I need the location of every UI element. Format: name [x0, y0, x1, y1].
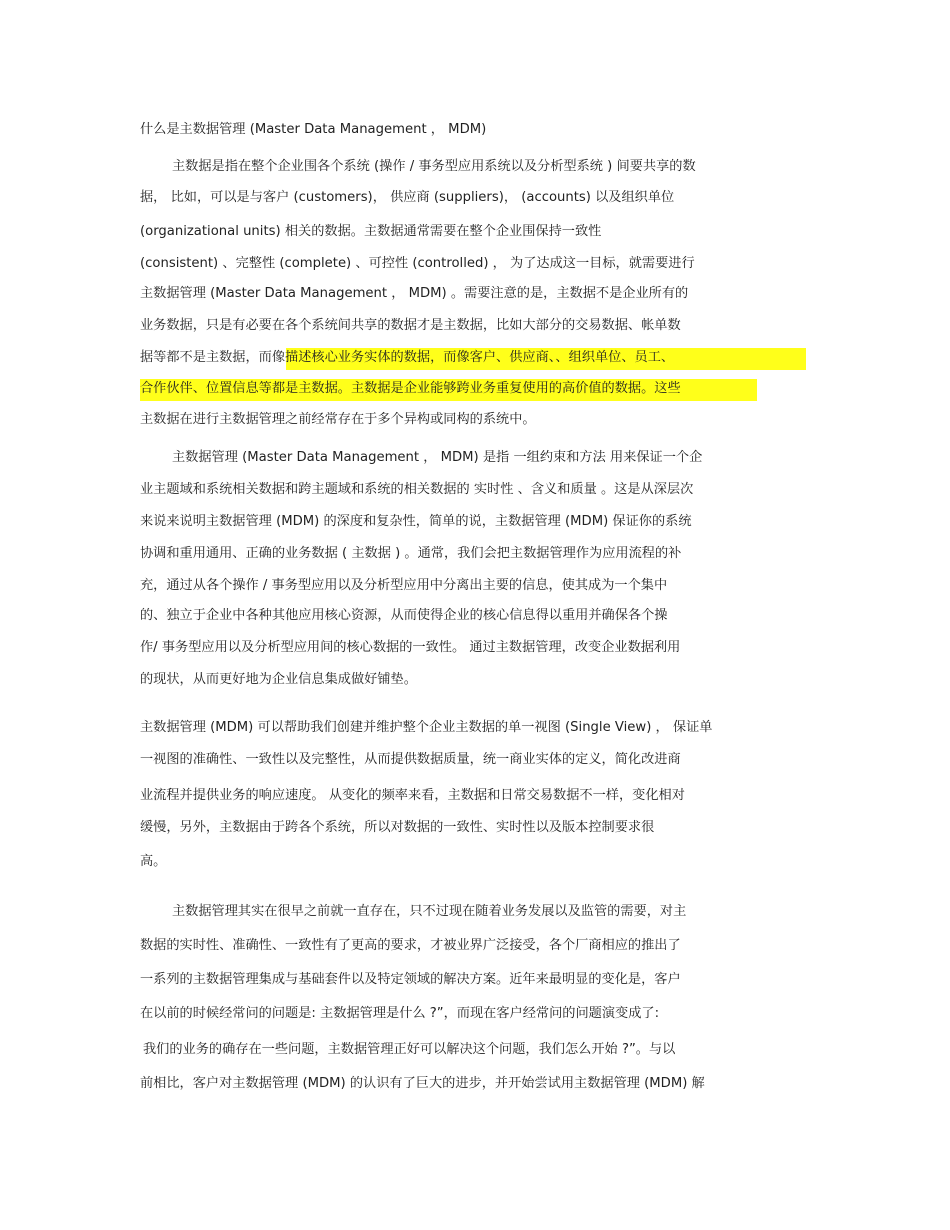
paragraph-line: 主数据管理其实在很早之前就一直存在，只不过现在随着业务发展以及监管的需要，对主	[172, 904, 687, 919]
paragraph-line: 在以前的时候经常问的问题是: 主数据管理是什么 ?”，而现在客户经常问的问题演变成了:	[140, 1006, 660, 1021]
document-title: 什么是主数据管理 (Master Data Management ， MDM)	[140, 122, 487, 137]
paragraph-line: 主数据管理 (MDM) 可以帮助我们创建并维护整个企业主数据的单一视图 (Single View) ， 保证单	[140, 720, 713, 735]
paragraph-line: 缓慢，另外，主数据由于跨各个系统，所以对数据的一致性、实时性以及版本控制要求很	[140, 820, 655, 835]
paragraph-line: (consistent) 、完整性 (complete) 、可控性 (controlled) ， 为了达成这一目标，就需要进行	[140, 256, 695, 271]
paragraph-line: 协调和重用通用、正确的业务数据 ( 主数据 ) 。通常，我们会把主数据管理作为应用流程的补	[140, 546, 682, 561]
paragraph-line: 主数据在进行主数据管理之前经常存在于多个异构或同构的系统中。	[140, 412, 536, 427]
paragraph-line: 业务数据，只是有必要在各个系统间共享的数据才是主数据，比如大部分的交易数据、帐单数	[140, 318, 681, 333]
paragraph-line: 的、独立于企业中各种其他应用核心资源，从而使得企业的核心信息得以重用并确保各个操	[140, 608, 668, 623]
paragraph-line: 合作伙伴、位置信息等都是主数据。主数据是企业能够跨业务重复使用的高价值的数据。这些	[140, 381, 681, 396]
paragraph-line: 主数据管理 (Master Data Management ， MDM) 。需要注意的是，主数据不是企业所有的	[140, 286, 689, 301]
paragraph-line: 数据的实时性、准确性、一致性有了更高的要求，才被业界广泛接受，各个厂商相应的推出了	[140, 938, 681, 953]
paragraph-line: 据， 比如，可以是与客户 (customers)， 供应商 (suppliers)， (accounts) 以及组织单位	[140, 190, 675, 205]
paragraph-line: 充，通过从各个操作 / 事务型应用以及分析型应用中分离出主要的信息，使其成为一个集中	[140, 578, 668, 593]
paragraph-line: 前相比，客户对主数据管理 (MDM) 的认识有了巨大的进步，并开始尝试用主数据管理 (MDM) 解	[140, 1076, 705, 1091]
paragraph-line: 的现状，从而更好地为企业信息集成做好铺垫。	[140, 672, 417, 687]
paragraph-line: 高。	[140, 854, 167, 869]
paragraph-line: 我们的业务的确存在一些问题，主数据管理正好可以解决这个问题，我们怎么开始 ?”。与以	[143, 1042, 676, 1057]
paragraph-line: 来说来说明主数据管理 (MDM) 的深度和复杂性，简单的说，主数据管理 (MDM) 保证你的系统	[140, 514, 692, 529]
paragraph-line: 主数据管理 (Master Data Management ， MDM) 是指 一组约束和方法 用来保证一个企	[172, 450, 703, 465]
paragraph-line: 主数据是指在整个企业围各个系统 (操作 / 事务型应用系统以及分析型系统 ) 间要共享的数	[172, 159, 696, 174]
paragraph-line: 业流程并提供业务的响应速度。 从变化的频率来看，主数据和日常交易数据不一样，变化相对	[140, 788, 685, 803]
paragraph-line: 一系列的主数据管理集成与基础套件以及特定领域的解决方案。近年来最明显的变化是，客户	[140, 972, 681, 987]
paragraph-line: (organizational units) 相关的数据。主数据通常需要在整个企业围保持一致性	[140, 224, 602, 239]
paragraph-line: 业主题域和系统相关数据和跨主题域和系统的相关数据的 实时性 、含义和质量 。这是从深层次	[140, 482, 694, 497]
paragraph-line: 作/ 事务型应用以及分析型应用间的核心数据的一致性。 通过主数据管理，改变企业数据利用	[140, 640, 681, 655]
paragraph-line: 据等都不是主数据，而像描述核心业务实体的数据，而像客户、供应商、、组织单位、员工、	[140, 350, 675, 365]
paragraph-line: 一视图的准确性、一致性以及完整性，从而提供数据质量，统一商业实体的定义，简化改进商	[140, 752, 681, 767]
